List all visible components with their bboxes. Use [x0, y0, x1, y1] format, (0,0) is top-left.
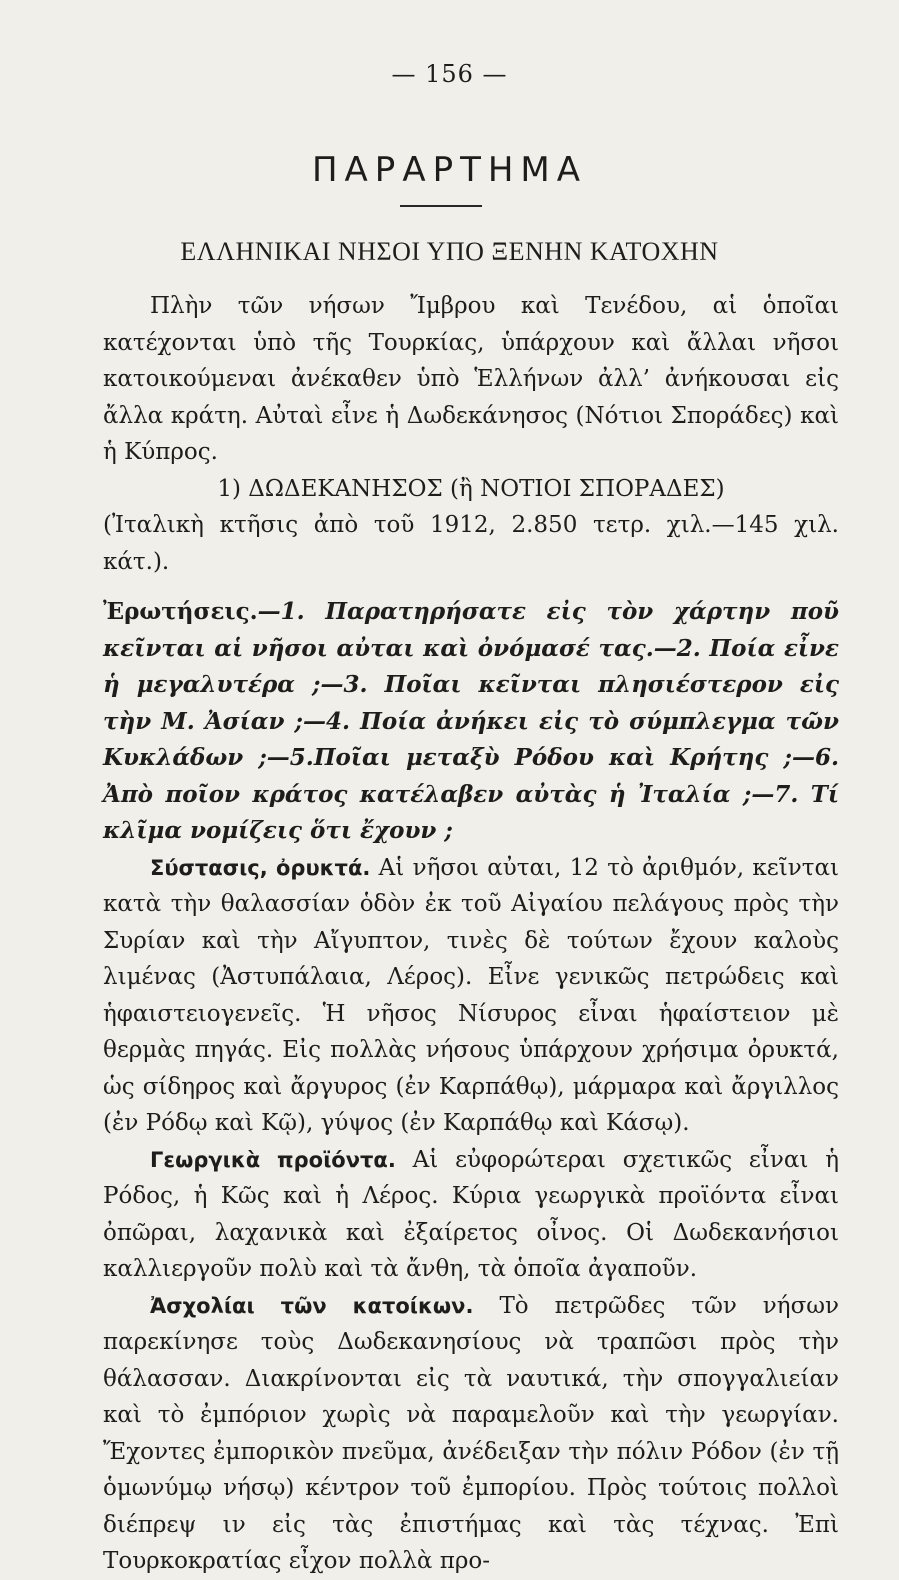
questions-label: Ἐρωτήσεις.	[103, 598, 258, 625]
paragraph-occupations	[103, 1288, 839, 1580]
paragraph-lead: Ἀσχολίαι τῶν κατοίκων.	[150, 1293, 474, 1318]
paragraph-agriculture	[103, 1142, 839, 1288]
questions-paragraph	[103, 594, 839, 850]
appendix-title: ΠΑΡΑΡΤΗΜΑ	[311, 150, 588, 190]
paragraph-lead: Γεωργικὰ προϊόντα.	[150, 1147, 396, 1172]
paragraph-composition	[103, 850, 839, 1142]
section-heading: 1) ΔΩΔΕΚΑΝΗΣΟΣ (ἢ ΝΟΤΙΟΙ ΣΠΟΡΑΔΕΣ)	[217, 475, 725, 502]
chapter-subtitle: ΕΛΛΗΝΙΚΑΙ ΝΗΣΟΙ ΥΠΟ ΞΕΝΗΝ ΚΑΤΟΧΗΝ	[180, 237, 719, 266]
title-underline	[400, 205, 482, 207]
intro-paragraph: Πλὴν τῶν νήσων Ἴμβρου καὶ Τενέδου, αἱ ὁποῖαι κατέχονται ὑπὸ τῆς Τουρκίας, ὑπάρχουν καὶ ἄλλαι νῆσοι κατοικούμεναι ἀνέκαθεν ὑπὸ Ἑλλήνων ἀλλ’ ἀνήκουσαι εἰς ἄλλα κράτη. Αὐταὶ εἶνε ἡ Δωδεκάνησος (Νότιοι Σποράδες) καὶ ἡ Κύπρος.	[103, 293, 839, 465]
paragraph-lead: Σύστασις, ὀρυκτά.	[150, 855, 371, 880]
page-number: — 156 —	[391, 60, 508, 88]
questions-text: —1. Παρατηρήσατε εἰς τὸν χάρτην ποῦ κεῖνται αἱ νῆσοι αὐται καὶ ὀνόμασέ τας.—2. Ποία εἶνε ἡ μεγαλυτέρα ;—3. Ποῖαι κεῖνται πλησιέστερον εἰς τὴν Μ. Ἀσίαν ;—4. Ποία ἀνήκει εἰς τὸ σύμπλεγμα τῶν Κυκλάδων ;—5.Ποῖαι μεταξὺ Ρόδου καὶ Κρήτης ;—6. Ἀπὸ ποῖον κράτος κατέλαβεν αὐτὰς ἡ Ἰταλία ;—7. Τί κλῖμα νομίζεις ὅτι ἔχουν ;	[103, 598, 839, 844]
paragraph-text: Τὸ πετρῶδες τῶν νήσων παρεκίνησε τοὺς Δωδεκανησίους νὰ τραπῶσι πρὸς τὴν θάλασσαν. Διακρίνονται εἰς τὰ ναυτικά, τὴν σπογγαλιείαν καὶ τὸ ἐμπόριον χωρὶς νὰ παραμελοῦν καὶ τὴν γεωργίαν. Ἔχοντες ἐμπορικὸν πνεῦμα, ἀνέδειξαν τὴν πόλιν Ρόδον (ἐν τῇ ὁμωνύμῳ νήσῳ) κέντρον τοῦ ἐμπορίου. Πρὸς τούτοις πολλοὶ διέπρεψ ιν εἰς τὰς ἐπιστήμας καὶ τὰς τέχνας. Ἐπὶ Τουρκοκρατίας εἶχον πολλὰ προ-	[103, 1292, 840, 1574]
paragraph-text: Αἱ νῆσοι αὐται, 12 τὸ ἀριθμόν, κεῖνται κατὰ τὴν θαλασσίαν ὁδὸν ἐκ τοῦ Αἰγαίου πελάγους πρὸς τὴν Συρίαν καὶ τὴν Αἴγυπτον, τινὲς δὲ τούτων ἔχουν καλοὺς λιμένας (Ἀστυπάλαια, Λέρος). Εἶνε γενικῶς πετρώδεις καὶ ἡφαιστειογενεῖς. Ἡ νῆσος Νίσυρος εἶναι ἡφαίστειον μὲ θερμὰς πηγάς. Εἰς πολλὰς νήσους ὑπάρχουν χρήσιμα ὀρυκτά, ὡς σίδηρος καὶ ἄργυρος (ἐν Καρπάθῳ), μάρμαρα καὶ ἄργιλλος (ἐν Ρόδῳ καὶ Κῷ), γύψος (ἐν Καρπάθῳ καὶ Κάσῳ).	[103, 854, 839, 1136]
body-text	[103, 288, 839, 1580]
section-note: (Ἰταλικὴ κτῆσις ἀπὸ τοῦ 1912, 2.850 τετρ. χιλ.—145 χιλ. κάτ.).	[103, 512, 839, 575]
paragraph-text: Αἱ εὐφορώτεραι σχετικῶς εἶναι ἡ Ρόδος, ἡ Κῶς καὶ ἡ Λέρος. Κύρια γεωργικὰ προϊόντα εἶναι ὀπῶραι, λαχανικὰ καὶ ἐξαίρετος οἶνος. Οἱ Δωδεκανήσιοι καλλιεργοῦν πολὺ καὶ τὰ ἄνθη, τὰ ὁποῖα ἀγαποῦν.	[103, 1146, 839, 1282]
